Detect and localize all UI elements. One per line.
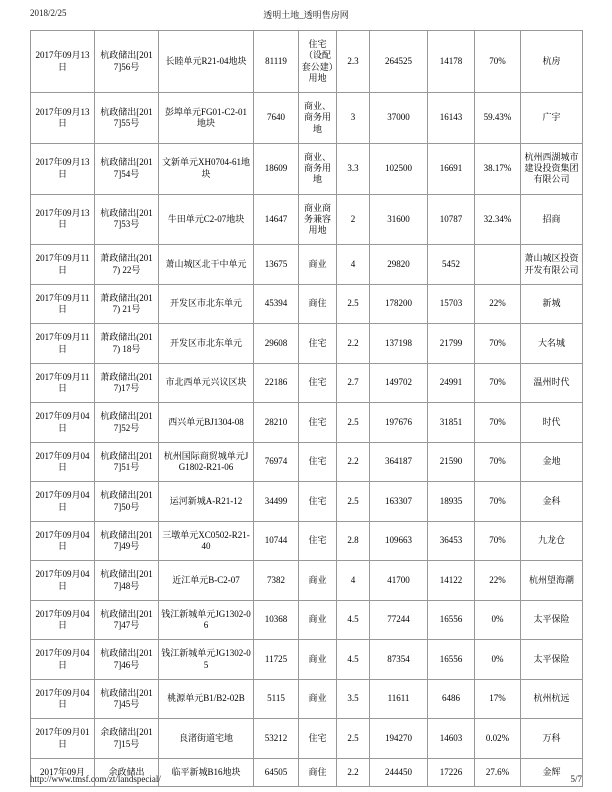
cell-document-number: 杭政储出[2017]52号 (95, 403, 159, 443)
table-row (31, 194, 583, 245)
cell-land-area: 76974 (254, 442, 299, 482)
cell-buyer-name: 金辉 (521, 758, 583, 786)
cell-buyer-name: 温州时代 (521, 363, 583, 403)
cell-document-number: 杭政储出[2017]47号 (95, 600, 159, 640)
cell-unit-price: 24991 (428, 363, 475, 403)
table-row (31, 93, 583, 144)
cell-unit-price: 14178 (428, 31, 475, 93)
cell-buyer-name: 萧山城区投资开发有限公司 (521, 245, 583, 285)
cell-listing-date: 2017年09月11日 (31, 324, 95, 364)
cell-document-number: 萧政储出(2017) 18号 (95, 324, 159, 364)
cell-land-area: 81119 (254, 31, 299, 93)
cell-buyer-name: 太平保险 (521, 640, 583, 680)
cell-buyer-name: 招商 (521, 194, 583, 245)
print-header (30, 8, 582, 22)
page-title: 透明土地_透明售房网 (263, 10, 349, 20)
cell-land-area: 28210 (254, 403, 299, 443)
cell-plot-ratio: 2.3 (337, 31, 370, 93)
cell-premium-rate: 32.34% (475, 194, 521, 245)
cell-land-use: 商业 (299, 561, 337, 601)
cell-premium-rate: 22% (475, 284, 521, 324)
cell-unit-price: 10787 (428, 194, 475, 245)
cell-document-number: 杭政储出[2017]45号 (95, 679, 159, 719)
cell-listing-date: 2017年09月13日 (31, 194, 95, 245)
cell-parcel-name: 钱江新城单元JG1302-05 (159, 640, 254, 680)
cell-document-number: 杭政储出[2017]56号 (95, 31, 159, 93)
cell-unit-price: 14603 (428, 719, 475, 759)
cell-total-price: 102500 (370, 143, 428, 194)
cell-land-area: 7382 (254, 561, 299, 601)
table-row (31, 31, 583, 93)
cell-land-use: 住宅（设配套公建）用地 (299, 31, 337, 93)
cell-plot-ratio: 4.5 (337, 600, 370, 640)
cell-unit-price: 16556 (428, 640, 475, 680)
cell-land-use: 住宅 (299, 719, 337, 759)
cell-listing-date: 2017年09月04日 (31, 521, 95, 561)
cell-premium-rate: 70% (475, 363, 521, 403)
cell-plot-ratio: 2.5 (337, 719, 370, 759)
cell-document-number: 杭政储出[2017]53号 (95, 194, 159, 245)
cell-document-number: 杭政储出[2017]55号 (95, 93, 159, 144)
cell-parcel-name: 临平新城B16地块 (159, 758, 254, 786)
cell-total-price: 178200 (370, 284, 428, 324)
cell-plot-ratio: 4 (337, 561, 370, 601)
cell-total-price: 41700 (370, 561, 428, 601)
cell-land-use: 商业 (299, 600, 337, 640)
cell-total-price: 244450 (370, 758, 428, 786)
cell-parcel-name: 良渚街道宅地 (159, 719, 254, 759)
cell-land-area: 45394 (254, 284, 299, 324)
land-sales-table (30, 30, 583, 787)
table-row (31, 284, 583, 324)
table-row (31, 640, 583, 680)
cell-premium-rate: 0.02% (475, 719, 521, 759)
cell-land-use: 商业 (299, 679, 337, 719)
cell-premium-rate: 22% (475, 561, 521, 601)
cell-total-price: 163307 (370, 482, 428, 522)
cell-plot-ratio: 3.3 (337, 143, 370, 194)
cell-listing-date: 2017年09月04日 (31, 640, 95, 680)
cell-listing-date: 2017年09月11日 (31, 363, 95, 403)
table-row (31, 561, 583, 601)
cell-parcel-name: 开发区市北东单元 (159, 324, 254, 364)
cell-document-number: 余政储出[2017]15号 (95, 719, 159, 759)
cell-land-area: 34499 (254, 482, 299, 522)
cell-plot-ratio: 2.2 (337, 758, 370, 786)
cell-land-use: 住宅 (299, 442, 337, 482)
cell-plot-ratio: 2 (337, 194, 370, 245)
cell-unit-price: 36453 (428, 521, 475, 561)
cell-listing-date: 2017年09月13日 (31, 31, 95, 93)
cell-total-price: 29820 (370, 245, 428, 285)
cell-listing-date: 2017年09月11日 (31, 245, 95, 285)
cell-buyer-name: 杭房 (521, 31, 583, 93)
land-table-container (30, 30, 582, 777)
cell-total-price: 77244 (370, 600, 428, 640)
cell-parcel-name: 运河新城A-R21-12 (159, 482, 254, 522)
cell-premium-rate: 70% (475, 324, 521, 364)
print-date: 2018/2/25 (30, 8, 67, 18)
table-row (31, 245, 583, 285)
cell-plot-ratio: 2.2 (337, 324, 370, 364)
cell-land-area: 14647 (254, 194, 299, 245)
table-row (31, 600, 583, 640)
cell-land-use: 商业 (299, 640, 337, 680)
cell-listing-date: 2017年09月04日 (31, 403, 95, 443)
cell-plot-ratio: 2.5 (337, 403, 370, 443)
cell-document-number: 萧政储出(2017)17号 (95, 363, 159, 403)
table-row (31, 482, 583, 522)
cell-document-number: 杭政储出[2017]49号 (95, 521, 159, 561)
table-row (31, 679, 583, 719)
cell-document-number: 杭政储出[2017]46号 (95, 640, 159, 680)
cell-land-area: 10744 (254, 521, 299, 561)
cell-buyer-name: 杭州西湖城市建设投资集团有限公司 (521, 143, 583, 194)
cell-buyer-name: 大名城 (521, 324, 583, 364)
cell-buyer-name: 杭州望海潮 (521, 561, 583, 601)
cell-land-area: 13675 (254, 245, 299, 285)
cell-premium-rate: 70% (475, 31, 521, 93)
cell-parcel-name: 彭埠单元FG01-C2-01地块 (159, 93, 254, 144)
cell-land-use: 商业 (299, 245, 337, 285)
cell-buyer-name: 时代 (521, 403, 583, 443)
cell-document-number: 杭政储出[2017]51号 (95, 442, 159, 482)
footer-url: http://www.tmsf.com/zt/landspecial/ (30, 774, 161, 784)
cell-parcel-name: 市北西单元兴议区块 (159, 363, 254, 403)
cell-premium-rate: 27.6% (475, 758, 521, 786)
cell-total-price: 11611 (370, 679, 428, 719)
cell-buyer-name: 金科 (521, 482, 583, 522)
cell-parcel-name: 长睦单元R21-04地块 (159, 31, 254, 93)
cell-land-area: 53212 (254, 719, 299, 759)
cell-parcel-name: 杭州国际商贸城单元JG1802-R21-06 (159, 442, 254, 482)
cell-plot-ratio: 2.5 (337, 482, 370, 522)
cell-unit-price: 6486 (428, 679, 475, 719)
cell-land-use: 住宅 (299, 324, 337, 364)
cell-unit-price: 31851 (428, 403, 475, 443)
cell-buyer-name: 新城 (521, 284, 583, 324)
cell-land-area: 5115 (254, 679, 299, 719)
cell-premium-rate: 0% (475, 600, 521, 640)
cell-land-area: 7640 (254, 93, 299, 144)
cell-total-price: 364187 (370, 442, 428, 482)
cell-document-number: 杭政储出[2017]50号 (95, 482, 159, 522)
cell-parcel-name: 近江单元B-C2-07 (159, 561, 254, 601)
cell-land-use: 商住 (299, 758, 337, 786)
cell-total-price: 109663 (370, 521, 428, 561)
cell-unit-price: 21799 (428, 324, 475, 364)
cell-land-area: 64505 (254, 758, 299, 786)
table-row (31, 521, 583, 561)
cell-unit-price: 15703 (428, 284, 475, 324)
cell-plot-ratio: 4.5 (337, 640, 370, 680)
cell-total-price: 194270 (370, 719, 428, 759)
table-row (31, 363, 583, 403)
cell-parcel-name: 萧山城区北干中单元 (159, 245, 254, 285)
cell-premium-rate: 70% (475, 442, 521, 482)
cell-land-area: 11725 (254, 640, 299, 680)
cell-premium-rate (475, 245, 521, 285)
cell-plot-ratio: 2.5 (337, 284, 370, 324)
cell-unit-price: 17226 (428, 758, 475, 786)
cell-unit-price: 16691 (428, 143, 475, 194)
cell-land-use: 住宅 (299, 363, 337, 403)
cell-parcel-name: 三墩单元XC0502-R21-40 (159, 521, 254, 561)
cell-buyer-name: 广宇 (521, 93, 583, 144)
land-table-body (31, 31, 583, 787)
cell-listing-date: 2017年09月01日 (31, 719, 95, 759)
cell-listing-date: 2017年09月11日 (31, 284, 95, 324)
cell-plot-ratio: 4 (337, 245, 370, 285)
cell-land-area: 29608 (254, 324, 299, 364)
cell-land-area: 10368 (254, 600, 299, 640)
cell-buyer-name: 太平保险 (521, 600, 583, 640)
cell-parcel-name: 西兴单元BJ1304-08 (159, 403, 254, 443)
cell-total-price: 137198 (370, 324, 428, 364)
cell-land-use: 商住 (299, 284, 337, 324)
cell-listing-date: 2017年09月04日 (31, 600, 95, 640)
cell-total-price: 197676 (370, 403, 428, 443)
cell-buyer-name: 金地 (521, 442, 583, 482)
cell-listing-date: 2017年09月04日 (31, 561, 95, 601)
cell-total-price: 31600 (370, 194, 428, 245)
cell-parcel-name: 牛田单元C2-07地块 (159, 194, 254, 245)
cell-listing-date: 2017年09月13日 (31, 93, 95, 144)
cell-premium-rate: 17% (475, 679, 521, 719)
cell-listing-date: 2017年09月04日 (31, 679, 95, 719)
cell-document-number: 杭政储出[2017]48号 (95, 561, 159, 601)
cell-listing-date: 2017年09月 (31, 758, 95, 786)
cell-land-area: 22186 (254, 363, 299, 403)
cell-premium-rate: 70% (475, 482, 521, 522)
cell-total-price: 264525 (370, 31, 428, 93)
cell-premium-rate: 38.17% (475, 143, 521, 194)
page-number: 5/7 (570, 774, 582, 784)
cell-unit-price: 16143 (428, 93, 475, 144)
cell-buyer-name: 杭州杭远 (521, 679, 583, 719)
cell-total-price: 149702 (370, 363, 428, 403)
cell-buyer-name: 九龙仓 (521, 521, 583, 561)
cell-premium-rate: 0% (475, 640, 521, 680)
cell-unit-price: 5452 (428, 245, 475, 285)
cell-premium-rate: 59.43% (475, 93, 521, 144)
cell-unit-price: 21590 (428, 442, 475, 482)
cell-land-use: 商业、商务用地 (299, 93, 337, 144)
cell-parcel-name: 桃源单元B1/B2-02B (159, 679, 254, 719)
cell-buyer-name: 万科 (521, 719, 583, 759)
cell-land-use: 住宅 (299, 403, 337, 443)
cell-land-use: 商业、商务用地 (299, 143, 337, 194)
cell-plot-ratio: 2.8 (337, 521, 370, 561)
cell-plot-ratio: 2.7 (337, 363, 370, 403)
cell-document-number: 杭政储出[2017]54号 (95, 143, 159, 194)
table-row (31, 403, 583, 443)
cell-land-area: 18609 (254, 143, 299, 194)
print-footer (30, 774, 582, 786)
cell-land-use: 住宅 (299, 482, 337, 522)
table-row (31, 442, 583, 482)
cell-listing-date: 2017年09月13日 (31, 143, 95, 194)
table-row (31, 324, 583, 364)
cell-total-price: 37000 (370, 93, 428, 144)
cell-land-use: 商业商务兼容用地 (299, 194, 337, 245)
cell-land-use: 住宅 (299, 521, 337, 561)
cell-document-number: 萧政储出(2017) 21号 (95, 284, 159, 324)
table-row (31, 719, 583, 759)
cell-premium-rate: 70% (475, 521, 521, 561)
cell-plot-ratio: 3 (337, 93, 370, 144)
cell-parcel-name: 文新单元XH0704-61地块 (159, 143, 254, 194)
cell-parcel-name: 钱江新城单元JG1302-06 (159, 600, 254, 640)
cell-parcel-name: 开发区市北东单元 (159, 284, 254, 324)
cell-unit-price: 14122 (428, 561, 475, 601)
cell-unit-price: 16556 (428, 600, 475, 640)
cell-listing-date: 2017年09月04日 (31, 482, 95, 522)
cell-premium-rate: 70% (475, 403, 521, 443)
cell-listing-date: 2017年09月04日 (31, 442, 95, 482)
cell-document-number: 余政储出 (95, 758, 159, 786)
cell-total-price: 87354 (370, 640, 428, 680)
table-row (31, 143, 583, 194)
cell-document-number: 萧政储出(2017) 22号 (95, 245, 159, 285)
cell-plot-ratio: 2.2 (337, 442, 370, 482)
cell-plot-ratio: 3.5 (337, 679, 370, 719)
cell-unit-price: 18935 (428, 482, 475, 522)
